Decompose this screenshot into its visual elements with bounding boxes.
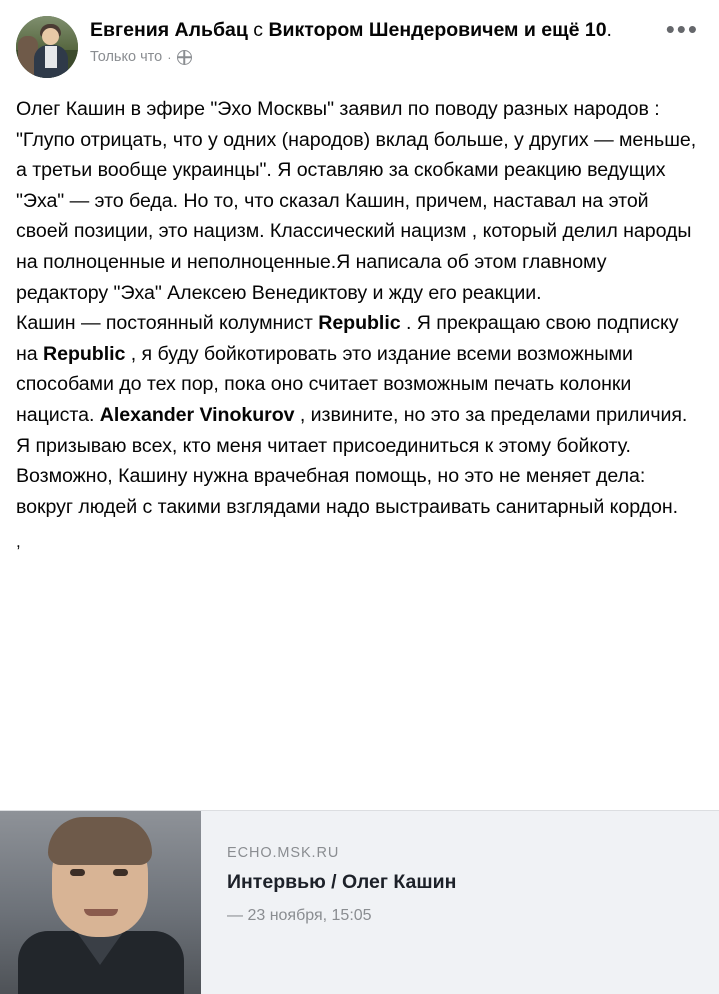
link-preview-card[interactable]	[0, 810, 719, 994]
link-preview-info	[201, 811, 719, 994]
post-author-line	[90, 18, 658, 43]
avatar-shirt	[45, 46, 57, 68]
and-more-link[interactable]: и ещё 10	[523, 19, 607, 41]
post-meta	[90, 49, 658, 65]
link-preview-thumbnail[interactable]	[0, 811, 201, 994]
tagged-person-link[interactable]: Виктором Шендеровичем	[268, 19, 519, 41]
link-title[interactable]: Интервью / Олег Кашин	[227, 871, 457, 893]
post-text-run: , извините, но это за пределами приличия. Я призываю всех, кто меня читает присоединиться к этому бойкоту. Возможно, Кашину нужна врачебная помощь, но это не меняет дела: вокруг людей с такими взглядами надо выстраивать санитарный кордон.	[16, 403, 688, 518]
post-more-options-button[interactable]: •••	[665, 14, 699, 44]
link-description: — 23 ноября, 15:05	[227, 907, 372, 924]
author-with-word: с	[253, 19, 264, 41]
link-domain: ECHO.MSK.RU	[227, 845, 340, 861]
post-text-run: Кашин — постоянный колумнист	[16, 312, 319, 335]
thumbnail-mouth	[84, 909, 118, 916]
thumbnail-right-eye	[113, 869, 128, 876]
post-body	[0, 78, 719, 522]
thumbnail-hair	[48, 817, 152, 865]
post-bold-mention[interactable]: Republic	[43, 342, 126, 365]
post-paragraph-2	[16, 308, 703, 522]
post-timestamp[interactable]: Только что	[90, 49, 163, 65]
thumbnail-left-eye	[70, 869, 85, 876]
meta-separator: ·	[167, 49, 172, 65]
post-bold-mention[interactable]: Alexander Vinokurov	[99, 403, 295, 426]
globe-public-icon[interactable]	[177, 50, 192, 65]
post-header	[0, 0, 719, 78]
author-line-period: .	[606, 19, 612, 41]
post-paragraph-1: Олег Кашин в эфире "Эхо Москвы" заявил по поводу разных народов : "Глупо отрицать, что у одних (народов) вклад больше, у других — меньше, а третьи вообще украинцы". Я оставляю за скобками реакцию ведущих "Эха" — это беда. Но то, что сказал Кашин, причем, наставал на этой своей позиции, это нацизм. Классический нацизм , который делил народы на полноценные и неполноценные.Я написала об этом главному редактору "Эха" Алексею Венедиктову и жду его реакции.	[16, 98, 697, 304]
post-bold-mention[interactable]: Republic	[318, 312, 401, 335]
post-text-run: , я буду бойкотировать это издание всеми возможными способами до тех пор, пока оно считает возможным печать колонки нациста.	[16, 342, 633, 426]
post-trailing-mark: ,	[16, 532, 21, 552]
avatar-head	[42, 28, 59, 45]
post-text-run: . Я прекращаю свою подписку на	[16, 312, 679, 365]
post-header-text	[90, 14, 658, 65]
avatar[interactable]	[16, 16, 78, 78]
author-name-link[interactable]: Евгения Альбац	[90, 19, 248, 41]
